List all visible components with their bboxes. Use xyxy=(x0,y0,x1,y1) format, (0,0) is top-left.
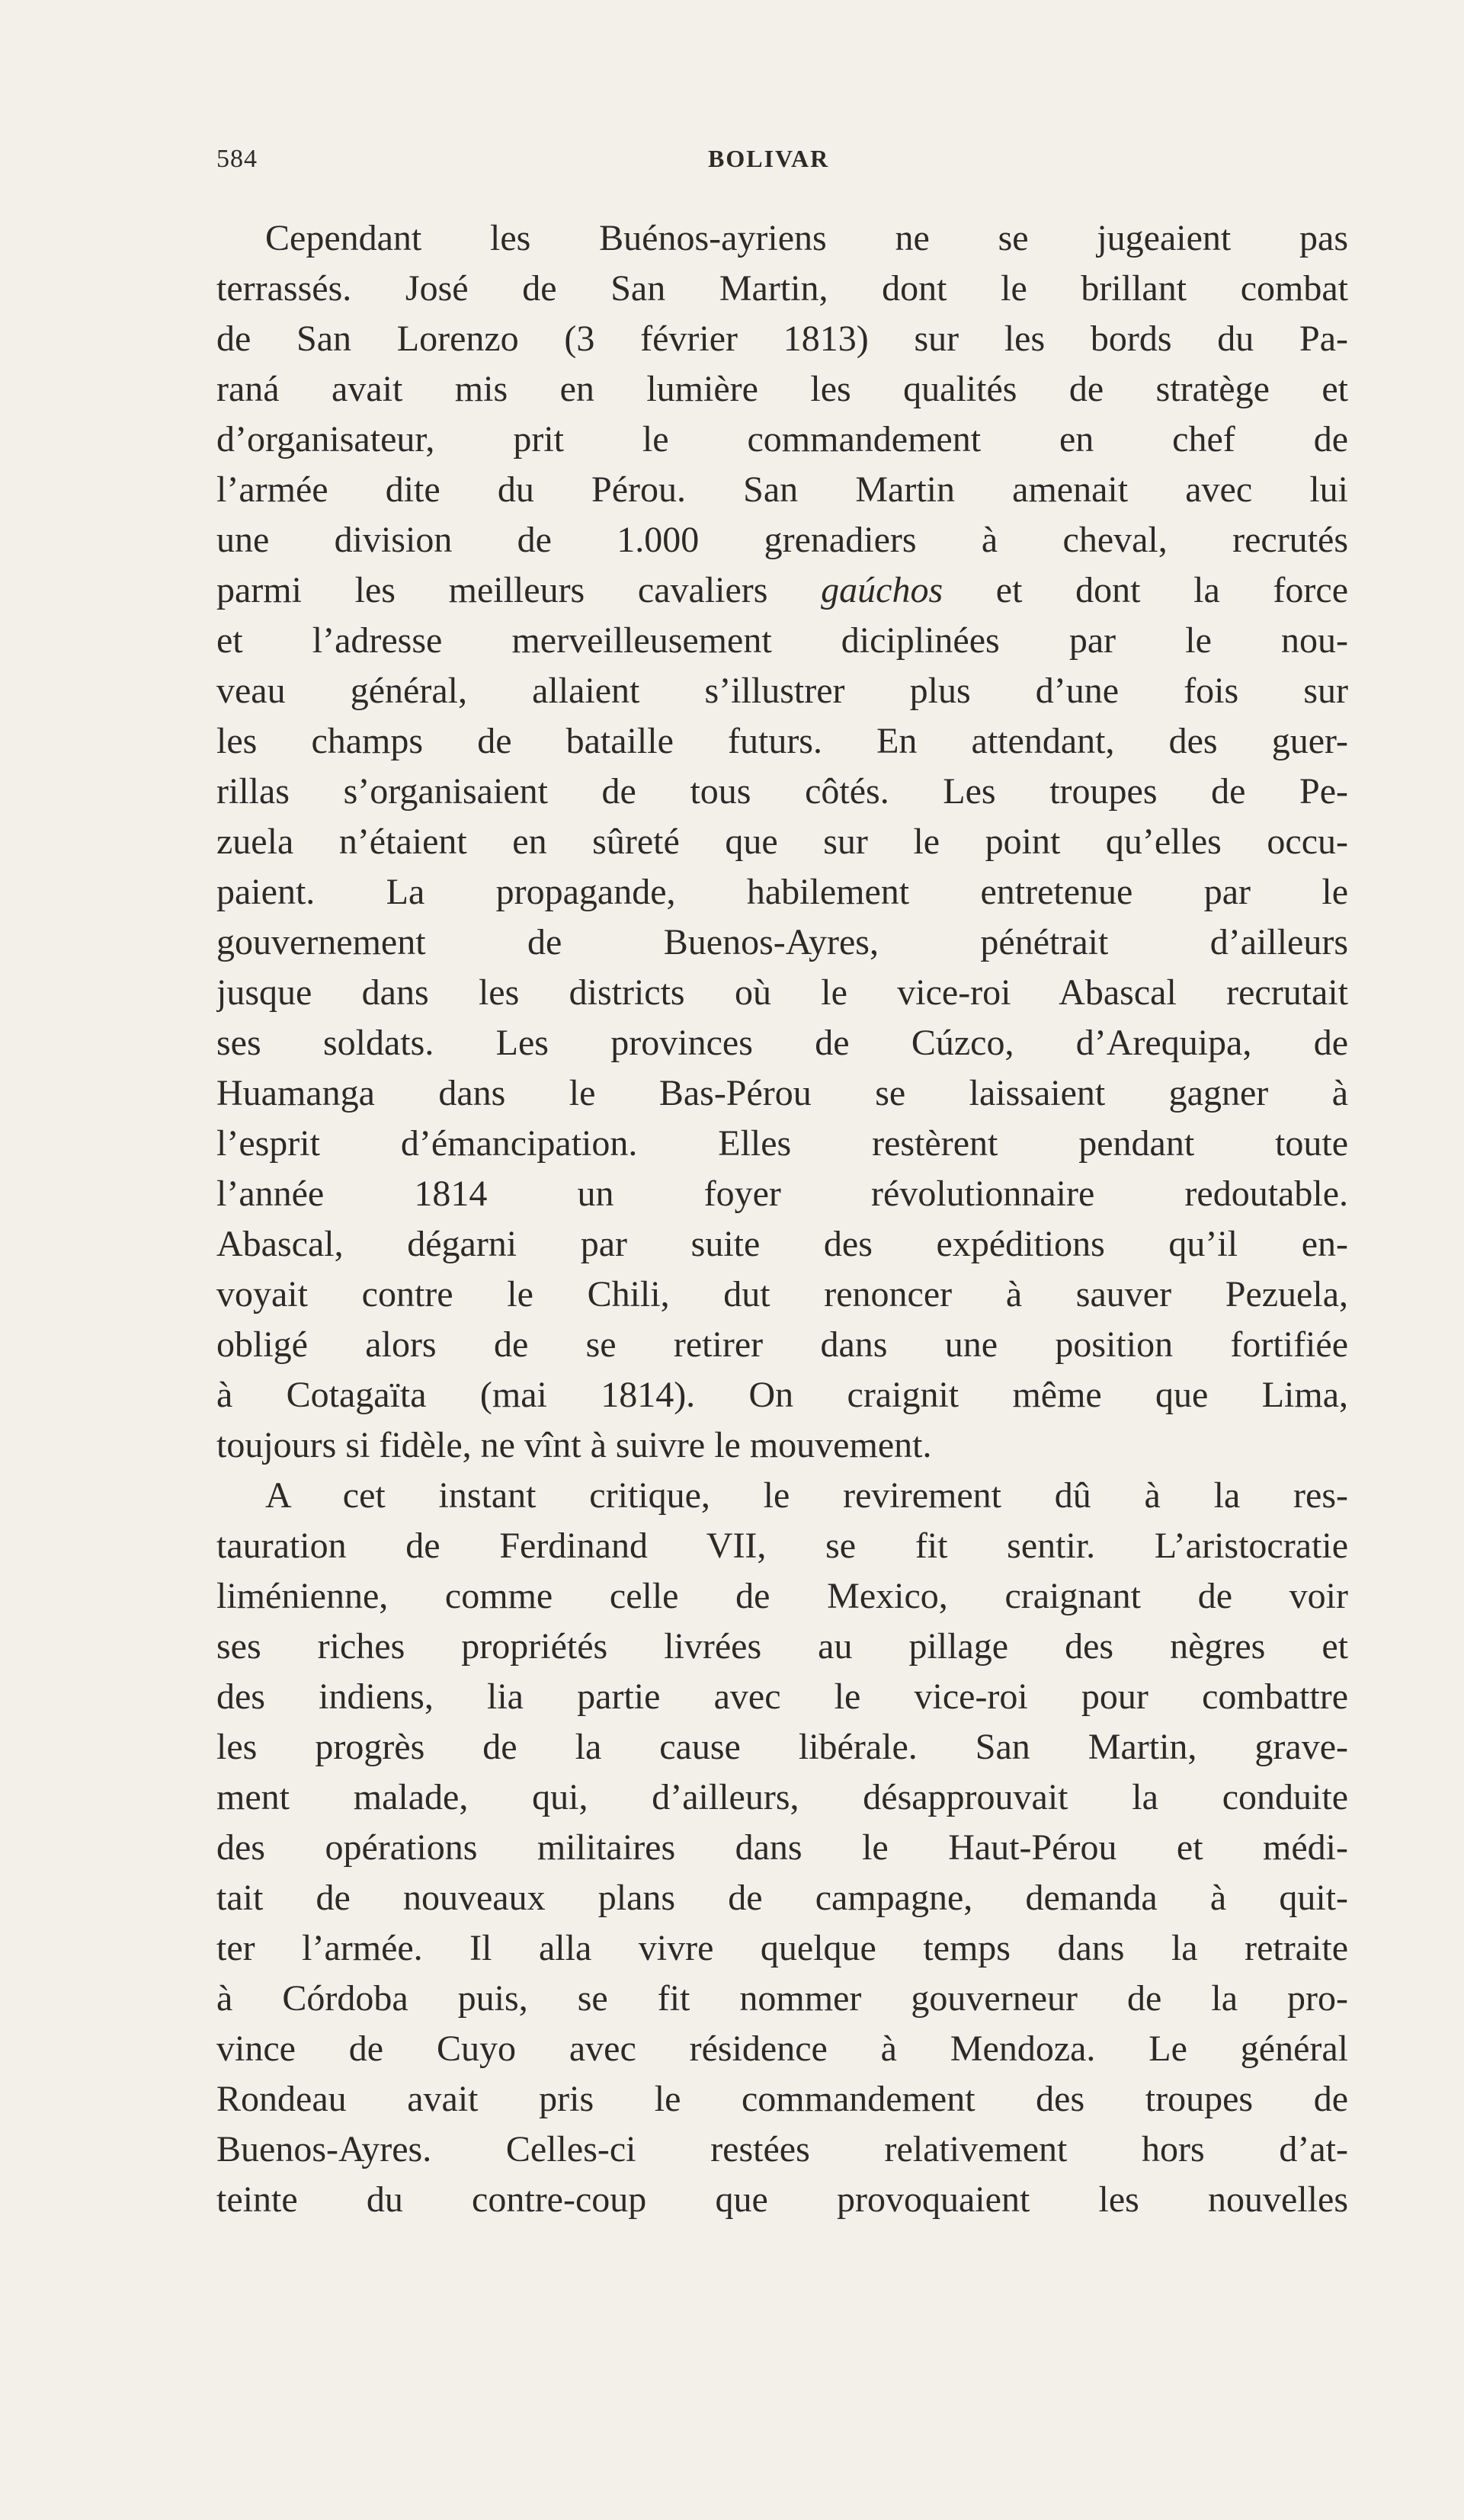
text-line: Cependant les Buénos-ayriens ne se jugeaient pas xyxy=(265,218,1348,258)
text-line: d’organisateur, prit le commandement en chef de xyxy=(216,419,1348,459)
text-line: une division de 1.000 grenadiers à cheval, recrutés xyxy=(216,520,1348,560)
text-line-with-italic xyxy=(216,565,1348,616)
text-line: Abascal, dégarni par suite des expéditions qu’il en- xyxy=(216,1224,1348,1264)
text-line: paient. La propagande, habilement entretenue par le xyxy=(216,872,1348,912)
text-line: des indiens, lia partie avec le vice-roi pour combattre xyxy=(216,1676,1348,1717)
text-line: l’année 1814 un foyer révolutionnaire redoutable. xyxy=(216,1174,1348,1214)
page-number: 584 xyxy=(216,145,258,173)
body-text xyxy=(216,213,1348,2225)
text-line: zuela n’étaient en sûreté que sur le point qu’elles occu- xyxy=(216,821,1348,862)
text-line: rillas s’organisaient de tous côtés. Les troupes de Pe- xyxy=(216,771,1348,812)
text-line: teinte du contre-coup que provoquaient les nouvelles xyxy=(216,2179,1348,2220)
text-line: ter l’armée. Il alla vivre quelque temps dans la retraite xyxy=(216,1928,1348,1968)
text-line: et l’adresse merveilleusement diciplinées par le nou- xyxy=(216,620,1348,661)
text-line: ses soldats. Les provinces de Cúzco, d’Arequipa, de xyxy=(216,1023,1348,1063)
text-line: l’armée dite du Pérou. San Martin amenait avec lui xyxy=(216,469,1348,510)
text-line: vince de Cuyo avec résidence à Mendoza. Le général xyxy=(216,2028,1348,2069)
italic-word: gaúchos xyxy=(821,570,943,610)
text-line: Huamanga dans le Bas-Pérou se laissaient gagner à xyxy=(216,1073,1348,1113)
text-line: liménienne, comme celle de Mexico, craignant de voir xyxy=(216,1576,1348,1616)
running-title: BOLIVAR xyxy=(708,145,830,172)
text-line: à Córdoba puis, se fit nommer gouverneur de la pro- xyxy=(216,1978,1348,2019)
text-line: Buenos-Ayres. Celles-ci restées relativement hors d’at- xyxy=(216,2129,1348,2169)
text-line: des opérations militaires dans le Haut-Pérou et médi- xyxy=(216,1827,1348,1868)
text-line: tauration de Ferdinand VII, se fit sentir. L’aristocratie xyxy=(216,1526,1348,1566)
text-line: veau général, allaient s’illustrer plus d’une fois sur xyxy=(216,671,1348,711)
running-head xyxy=(216,145,1344,184)
text-line: A cet instant critique, le revirement dû à la res- xyxy=(265,1475,1348,1516)
text-segment: et dont la force xyxy=(943,570,1348,610)
text-segment: parmi les meilleurs cavaliers xyxy=(216,570,822,610)
text-line: les champs de bataille futurs. En attendant, des guer- xyxy=(216,721,1348,761)
text-line: l’esprit d’émancipation. Elles restèrent pendant toute xyxy=(216,1123,1348,1164)
text-line: gouvernement de Buenos-Ayres, pénétrait d’ailleurs xyxy=(216,922,1348,962)
text-line: terrassés. José de San Martin, dont le brillant combat xyxy=(216,268,1348,309)
text-line: à Cotagaïta (mai 1814). On craignit même que Lima, xyxy=(216,1375,1348,1415)
text-line: de San Lorenzo (3 février 1813) sur les bords du Pa- xyxy=(216,319,1348,359)
text-line: toujours si fidèle, ne vînt à suivre le mouvement. xyxy=(216,1425,932,1465)
text-line: jusque dans les districts où le vice-roi Abascal recrutait xyxy=(216,972,1348,1013)
text-line: obligé alors de se retirer dans une position fortifiée xyxy=(216,1324,1348,1365)
text-line: raná avait mis en lumière les qualités de stratège et xyxy=(216,369,1348,409)
text-line: tait de nouveaux plans de campagne, demanda à quit- xyxy=(216,1878,1348,1918)
text-line: Rondeau avait pris le commandement des troupes de xyxy=(216,2079,1348,2119)
text-line: ses riches propriétés livrées au pillage des nègres et xyxy=(216,1626,1348,1667)
text-line: les progrès de la cause libérale. San Martin, grave- xyxy=(216,1727,1348,1767)
text-line: voyait contre le Chili, dut renoncer à sauver Pezuela, xyxy=(216,1274,1348,1314)
text-line: ment malade, qui, d’ailleurs, désapprouvait la conduite xyxy=(216,1777,1348,1817)
